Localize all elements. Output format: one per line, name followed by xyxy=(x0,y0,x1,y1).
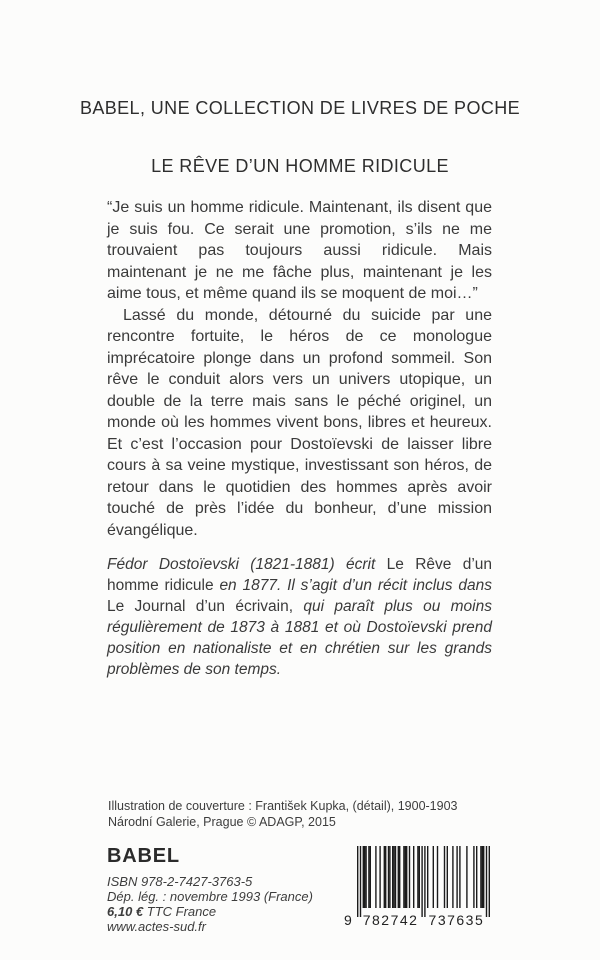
cover-credits xyxy=(108,799,458,830)
bio-segment: Le Rêve d’un homme ridicule xyxy=(107,556,492,594)
book-title: LE RÊVE D’UN HOMME RIDICULE xyxy=(151,156,449,176)
bio-segment: en 1877. Il s’agit d’un récit inclus dans xyxy=(219,577,492,594)
credit-line-gallery: Národní Galerie, Prague © ADAGP, 2015 xyxy=(108,814,336,829)
barcode-bars xyxy=(344,845,494,933)
price-amount: 6,10 € xyxy=(107,904,144,919)
barcode-digits: 782742 xyxy=(362,912,419,928)
barcode-digits: 737635 xyxy=(428,912,485,928)
ean13-barcode xyxy=(344,845,494,933)
legal-deposit-line: Dép. lég. : novembre 1993 (France) xyxy=(107,889,313,904)
price-suffix: TTC France xyxy=(143,904,217,919)
bio-segment: Le Journal d’un écrivain, xyxy=(107,598,304,615)
author-bio-paragraph xyxy=(107,554,492,680)
bio-segment: Fédor Dostoïevski (1821-1881) écrit xyxy=(107,556,387,573)
isbn-line: ISBN 978-2-7427-3763-5 xyxy=(107,874,253,889)
collection-header: BABEL, UNE COLLECTION DE LIVRES DE POCHE xyxy=(79,98,521,118)
babel-logo: BABEL xyxy=(107,845,180,867)
back-cover-blurb xyxy=(107,197,492,680)
quote-paragraph: “Je suis un homme ridicule. Maintenant, ils disent que je suis fou. Ce serait une promotion, s’ils ne me trouvaient pas toujours aussi ridicule. Mais maintenant je ne me fâche plus, maintenant je les aime tous, et même quand ils se moquent de moi…” xyxy=(107,199,492,302)
bio-segment: qui paraît plus ou moins régulièrement de 1873 à 1881 et où Dostoïevski prend position en nationaliste et en chrétien sur les grands problèmes de son temps. xyxy=(107,598,492,678)
publisher-website: www.actes-sud.fr xyxy=(107,919,206,934)
credit-line-illustration: Illustration de couverture : František Kupka, (détail), 1900-1903 xyxy=(108,799,458,813)
barcode-digits: 9 xyxy=(344,912,352,928)
price-line xyxy=(107,904,313,919)
publisher-info-block xyxy=(107,874,313,934)
summary-paragraph: Lassé du monde, détourné du suicide par une rencontre fortuite, le héros de ce monologue imprécatoire plonge dans un profond sommeil. Son rêve le conduit alors vers un univers utopique, un double de la terre mais sans le péché originel, un monde où les hommes vivent bons, libres et heureux. Et c’est l’occasion pour Dostoïevski de laisser libre cours à sa veine mystique, investissant son héros, de retour dans le quotidien des hommes après avoir touché de près l’idée du bonheur, d’une mission évangélique. xyxy=(107,306,492,539)
